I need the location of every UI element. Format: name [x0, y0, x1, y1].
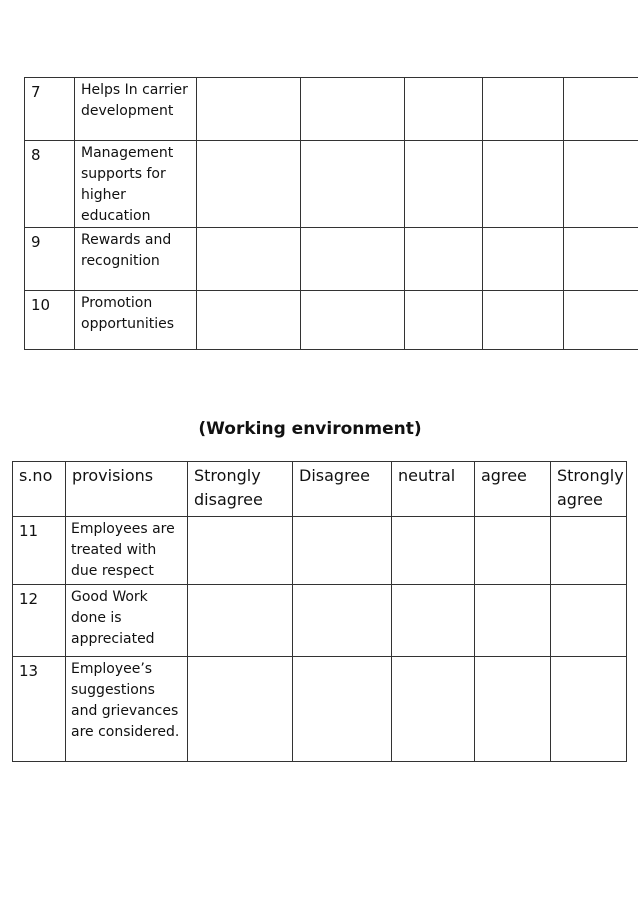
row-number: 7 — [25, 78, 75, 141]
response-cell[interactable] — [293, 657, 392, 762]
table-row — [25, 291, 638, 350]
row-number: 11 — [13, 517, 66, 585]
response-cell[interactable] — [293, 517, 392, 585]
header-agree: agree — [475, 462, 551, 517]
survey-table-continued — [24, 77, 638, 350]
header-sno: s.no — [13, 462, 66, 517]
response-cell[interactable] — [483, 291, 564, 350]
header-provisions: provisions — [66, 462, 188, 517]
table-row — [25, 228, 638, 291]
row-number: 8 — [25, 141, 75, 228]
provision-text: Employee’s suggestions and grievances are considered. — [66, 657, 188, 762]
response-cell[interactable] — [197, 141, 301, 228]
provision-text: Employees are treated with due respect — [66, 517, 188, 585]
response-cell[interactable] — [188, 657, 293, 762]
response-cell[interactable] — [405, 291, 483, 350]
response-cell[interactable] — [564, 78, 638, 141]
header-disagree: Disagree — [293, 462, 392, 517]
response-cell[interactable] — [564, 291, 638, 350]
response-cell[interactable] — [301, 291, 405, 350]
response-cell[interactable] — [551, 517, 627, 585]
survey-table-working-environment — [12, 461, 627, 762]
table-row — [25, 141, 638, 228]
row-number: 10 — [25, 291, 75, 350]
response-cell[interactable] — [405, 141, 483, 228]
response-cell[interactable] — [301, 78, 405, 141]
row-number: 13 — [13, 657, 66, 762]
table-row — [13, 657, 627, 762]
header-strongly-agree: Strongly agree — [551, 462, 627, 517]
provision-text: Rewards and recognition — [75, 228, 197, 291]
response-cell[interactable] — [197, 228, 301, 291]
provision-text: Promotion opportunities — [75, 291, 197, 350]
response-cell[interactable] — [483, 141, 564, 228]
table-header-row — [13, 462, 627, 517]
response-cell[interactable] — [188, 585, 293, 657]
response-cell[interactable] — [301, 141, 405, 228]
response-cell[interactable] — [483, 228, 564, 291]
table-row — [13, 585, 627, 657]
response-cell[interactable] — [392, 657, 475, 762]
response-cell[interactable] — [551, 657, 627, 762]
response-cell[interactable] — [392, 517, 475, 585]
response-cell[interactable] — [551, 585, 627, 657]
header-strongly-disagree: Strongly disagree — [188, 462, 293, 517]
provision-text: Good Work done is appreciated — [66, 585, 188, 657]
response-cell[interactable] — [475, 585, 551, 657]
provision-text: Helps In carrier development — [75, 78, 197, 141]
row-number: 9 — [25, 228, 75, 291]
response-cell[interactable] — [293, 585, 392, 657]
table-row — [13, 517, 627, 585]
header-neutral: neutral — [392, 462, 475, 517]
table-row — [25, 78, 638, 141]
response-cell[interactable] — [564, 228, 638, 291]
response-cell[interactable] — [188, 517, 293, 585]
response-cell[interactable] — [392, 585, 475, 657]
response-cell[interactable] — [475, 517, 551, 585]
response-cell[interactable] — [197, 291, 301, 350]
response-cell[interactable] — [405, 78, 483, 141]
response-cell[interactable] — [197, 78, 301, 141]
response-cell[interactable] — [405, 228, 483, 291]
section-title: (Working environment) — [198, 419, 422, 439]
row-number: 12 — [13, 585, 66, 657]
response-cell[interactable] — [301, 228, 405, 291]
response-cell[interactable] — [483, 78, 564, 141]
provision-text: Management supports for higher education — [75, 141, 197, 228]
response-cell[interactable] — [475, 657, 551, 762]
response-cell[interactable] — [564, 141, 638, 228]
